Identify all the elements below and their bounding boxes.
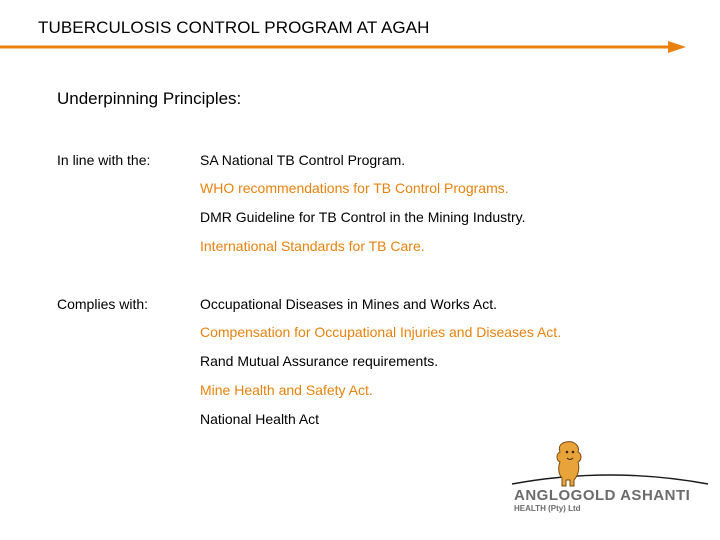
- complies-item: National Health Act: [200, 411, 320, 427]
- complies-item: Rand Mutual Assurance requirements.: [200, 353, 439, 369]
- complies-label: Complies with:: [57, 296, 149, 312]
- lion-icon: [552, 440, 586, 488]
- logo-name: ANGLOGOLD ASHANTI: [514, 487, 691, 504]
- complies-item: Compensation for Occupational Injuries and Diseases Act.: [200, 324, 562, 340]
- in-line-item: SA National TB Control Program.: [200, 152, 406, 168]
- logo-swoosh: [510, 460, 710, 490]
- logo-subtitle: HEALTH (Pty) Ltd: [514, 504, 581, 513]
- section-subtitle: Underpinning Principles:: [57, 89, 242, 108]
- in-line-item: WHO recommendations for TB Control Programs.: [200, 180, 509, 196]
- in-line-item: DMR Guideline for TB Control in the Mining Industry.: [200, 209, 526, 225]
- complies-item: Occupational Diseases in Mines and Works Act.: [200, 296, 497, 312]
- in-line-item: International Standards for TB Care.: [200, 238, 425, 254]
- complies-item: Mine Health and Safety Act.: [200, 382, 373, 398]
- in-line-label: In line with the:: [57, 152, 151, 168]
- company-logo: [510, 440, 710, 520]
- page-title: TUBERCULOSIS CONTROL PROGRAM AT AGAH: [38, 18, 430, 37]
- title-underline-arrow: [0, 38, 700, 58]
